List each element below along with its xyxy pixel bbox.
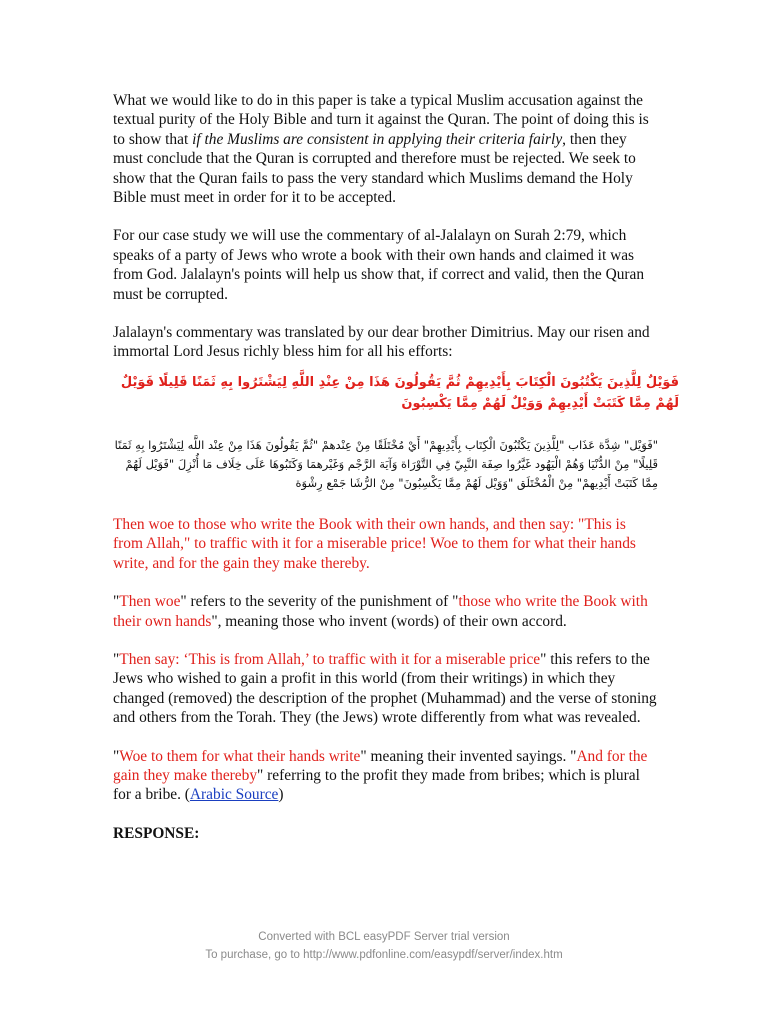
intro-paragraph <box>113 91 658 207</box>
response-heading: RESPONSE: <box>113 824 200 842</box>
trial-footer-line-1: Converted with BCL easyPDF Server trial version <box>258 931 510 943</box>
verse-translation: Then woe to those who write the Book with their own hands, and then say: "This is from Allah," to traffic with it for a miserable price! Woe to them for what their hands write, and for the gain they make thereby. <box>113 515 636 572</box>
note2-quote: " <box>113 650 120 668</box>
note3-text-2: " referring to the profit they made from bribes; which is plural for a bribe. ( <box>113 766 640 804</box>
note1-quoted-phrase: Then woe <box>119 593 181 611</box>
intro-italic: if the Muslims are consistent in applying their criteria fairly <box>192 130 563 148</box>
arabic-source-link[interactable]: Arabic Source <box>189 786 279 804</box>
commentary-note-1 <box>113 592 658 631</box>
translation-note-paragraph: Jalalayn's commentary was translated by our dear brother Dimitrius. May our risen and immortal Lord Jesus richly bless him for all his efforts: <box>113 324 650 361</box>
arabic-verse: فَوَيْلٌ لِلَّذِينَ يَكْتُبُونَ الْكِتَابَ بِأَيْدِيهِمْ ثُمَّ يَقُولُونَ هَذَا مِنْ عِنْدِ اللَّهِ لِيَشْتَرُوا بِهِ ثَمَنًا قَلِيلًا فَوَيْلٌ لَهُمْ مِمَّا كَتَبَتْ أَيْدِيهِمْ وَوَيْلٌ لَهُمْ مِمَّا يَكْسِبُونَ <box>120 374 679 411</box>
note3-quote: " <box>113 747 120 765</box>
intro-text-b: , then they must conclude that the Quran is corrupted and therefore must be rejected. We seek to show that the Quran fails to pass the very standard which Muslims demand the Holy Bible must meet in order for it to be accepted. <box>113 130 636 207</box>
note1-quoted-phrase-2: those who write the Book with their own hands <box>113 593 648 630</box>
note1-text-end: ", meaning those who invent (words) of their own accord. <box>211 612 567 630</box>
commentary-note-2 <box>113 650 658 728</box>
arabic-tafsir: "فَوَيْل" شِدَّة عَذَاب "لِلَّذِينَ يَكْتُبُونَ الْكِتَاب بِأَيْدِيهِمْ" أَيْ مُخْتَلَقًا مِنْ عِنْدهمْ "ثُمَّ يَقُولُونَ هَذَا مِنْ عِنْد اللَّه لِيَشْتَرُوا بِهِ ثَمَنًا قَلِيلًا" مِنْ الدُّنْيَا وَهُمْ الْيَهُود غَيَّرُوا صِفَة النَّبِيّ فِي التَّوْرَاة وَآيَة الرَّجْم وَغَيْرهمَا وَكَتَبُوهَا عَلَى خِلَاف مَا أُنْزِلَ "فَوَيْل لَهُمْ مِمَّا كَتَبَتْ أَيْدِيهمْ" مِنْ الْمُخْتَلَق "وَوَيْل لَهُمْ مِمَّا يَكْسِبُونَ" مِنْ الرُّشَا جَمْع رِشْوَة <box>114 437 658 490</box>
note1-text: " refers to the severity of the punishment of " <box>180 593 459 611</box>
note2-text: " this refers to the Jews who wished to gain a profit in this world (from their writings) in which they changed (removed) the description of the prophet (Muhammad) and the verse of stoning and others from the Torah. They (the Jews) wrote differently from what was revealed. <box>113 650 657 727</box>
case-study-paragraph: For our case study we will use the commentary of al-Jalalayn on Surah 2:79, which speaks of a party of Jews who wrote a book with their own hands and claimed it was from God. Jalalayn's points will help us show that, if correct and valid, then the Quran must be corrupted. <box>113 227 645 303</box>
note3-quoted-phrase: Woe to them for what their hands write <box>119 747 361 765</box>
note3-close-paren: ) <box>278 786 284 804</box>
intro-text-a: What we would like to do in this paper is take a typical Muslim accusation against the textual purity of the Holy Bible and turn it against the Quran. The point of doing this is to show that <box>113 92 649 148</box>
note3-text: " meaning their invented sayings. " <box>360 747 577 765</box>
trial-footer-line-2: To purchase, go to http://www.pdfonline.com/easypdf/server/index.htm <box>205 949 563 961</box>
note1-quote: " <box>113 593 120 611</box>
note2-quoted-phrase: Then say: ‘This is from Allah,’ to traffic with it for a miserable price <box>119 650 541 668</box>
note3-quoted-phrase-2: And for the gain they make thereby <box>113 747 648 784</box>
document-body <box>113 91 679 862</box>
commentary-note-3 <box>113 747 658 805</box>
